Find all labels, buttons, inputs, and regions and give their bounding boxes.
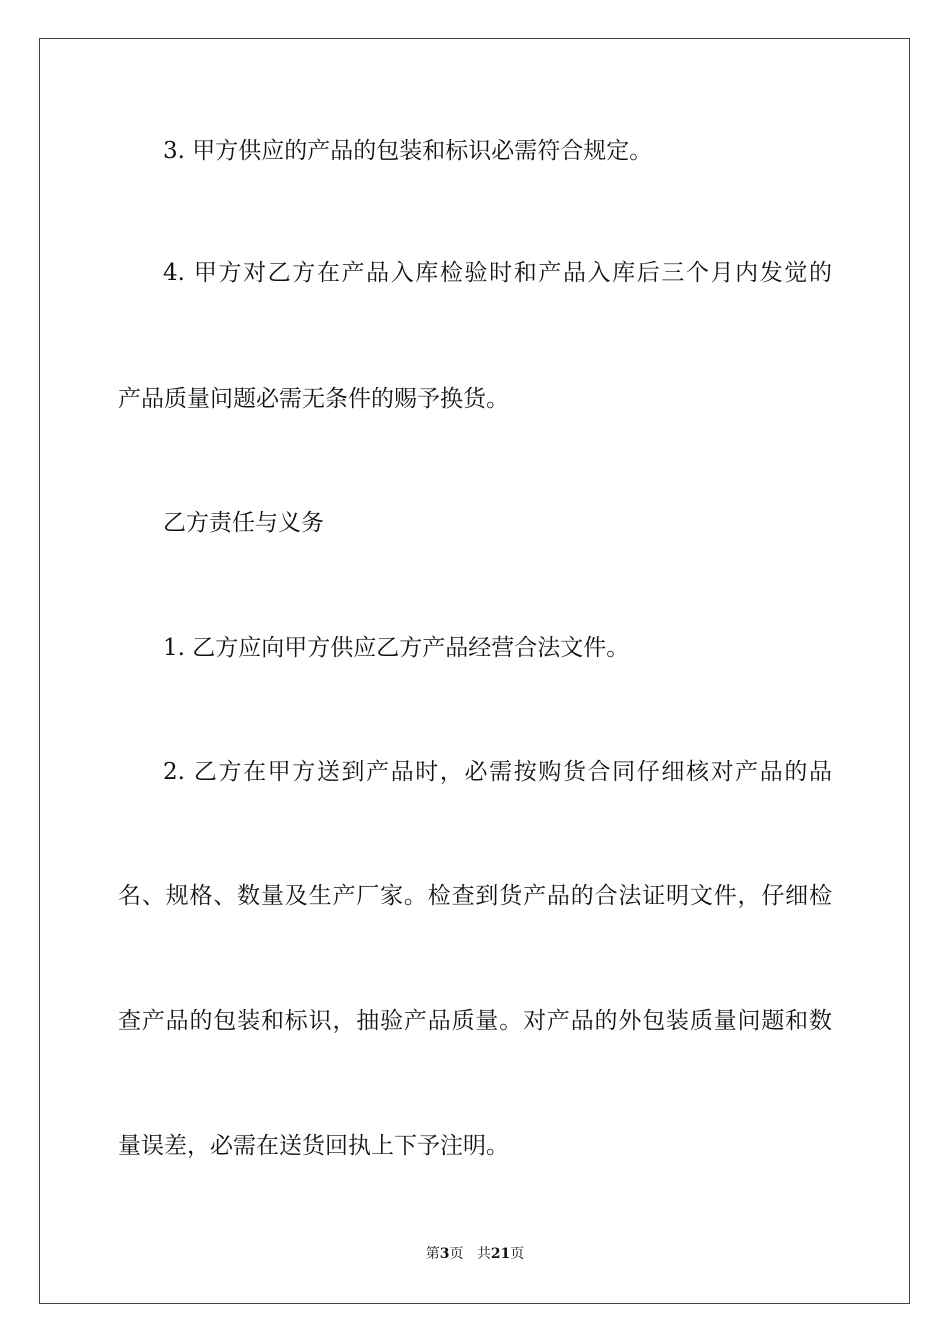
paragraph-line-3: 产品质量问题必需无条件的赐予换货。 bbox=[118, 386, 509, 412]
paragraph-line-7: 名、规格、数量及生产厂家。检查到货产品的合法证明文件，仔细检 bbox=[118, 883, 832, 909]
paragraph-line-2: 4. 甲方对乙方在产品入库检验时和产品入库后三个月内发觉的 bbox=[163, 260, 832, 286]
page-border bbox=[39, 38, 910, 1304]
paragraph-line-8: 查产品的包装和标识，抽验产品质量。对产品的外包装质量问题和数 bbox=[118, 1008, 832, 1034]
paragraph-line-9: 量误差，必需在送货回执上下予注明。 bbox=[118, 1133, 509, 1159]
page-footer bbox=[0, 1245, 950, 1263]
footer-prefix: 第 bbox=[425, 1246, 440, 1262]
footer-page-number: 3 bbox=[439, 1246, 450, 1262]
paragraph-line-1: 3. 甲方供应的产品的包装和标识必需符合规定。 bbox=[163, 138, 653, 164]
footer-page-suffix: 页 bbox=[449, 1246, 464, 1262]
section-heading: 乙方责任与义务 bbox=[163, 510, 324, 536]
paragraph-line-5: 1. 乙方应向甲方供应乙方产品经营合法文件。 bbox=[163, 635, 630, 661]
footer-total-suffix: 页 bbox=[510, 1246, 525, 1262]
paragraph-line-6: 2. 乙方在甲方送到产品时，必需按购货合同仔细核对产品的品 bbox=[163, 759, 832, 785]
footer-total-pages: 21 bbox=[490, 1246, 511, 1262]
footer-total-prefix: 共 bbox=[476, 1246, 491, 1262]
